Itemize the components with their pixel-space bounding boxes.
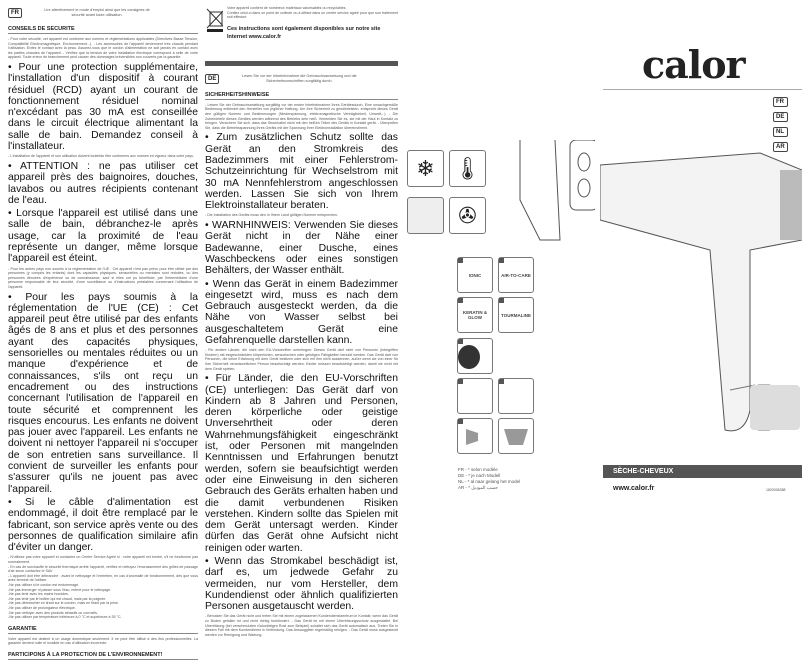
cover-panel [600, 0, 802, 567]
divider-bar [205, 61, 398, 66]
concentrator-image [498, 418, 534, 454]
fr-env-heading: PARTICIPONS À LA PROTECTION DE L'ENVIRONNEMENT! [8, 652, 198, 660]
website: www.calor.fr [613, 485, 655, 492]
thermometer-icon: 🌡 [449, 150, 486, 187]
feature-air-to-care: AIR-TO-CARE [498, 257, 534, 293]
web-note: Ces instructions sont également disponibles sur notre site Internet www.calor.fr [226, 25, 381, 40]
diffuser-image [457, 418, 493, 454]
model-notes: FR - * selon modèle DE - * je nach Modell NL - * al naar gelang het model AR - * حسب الموديل [458, 467, 521, 490]
reference-code: 1820006388 [766, 488, 786, 492]
fr-bathroom: • Lorsque l'appareil est utilisé dans une salle de bain, débranchez-le après usage, car la proximité de l'eau représente un danger, même lorsque l'appareil est éteint. [8, 208, 198, 265]
lang-badge-de: DE [205, 74, 219, 84]
de-intro: Lesen Sie vor der Inbetriebnahme die Gebrauchsanweisung und die Sicherheitsvorschriften sorgfältig durch. [242, 73, 357, 83]
env-text-1: Votre appareil contient de nombreux matériaux valorisables ou recyclables. [226, 6, 347, 10]
de-warning: • WARNHINWEIS: Verwenden Sie dieses Gerät nicht in der Nähe einer Badewanne, einer Dusche, eines Waschbeckens oder eines sonstigen Behälters, der Wasser enthält. [205, 220, 398, 277]
fr-note: - L'installation de l'appareil et son utilisation doivent toutefois être conformes aux normes en vigueur dans votre pays. [8, 154, 194, 159]
cold-shot-icon: ❄ [407, 150, 444, 187]
fr-intro: Lire attentivement le mode d'emploi ainsi que les consignes de sécurité avant toute utilisation. [44, 8, 150, 17]
feature-tourmaline: TOURMALINE [498, 297, 534, 333]
feature-ionic: IONIC [457, 257, 493, 293]
fr-column [8, 8, 198, 663]
concentrator-icon [407, 197, 444, 234]
de-eu: • Für Länder, die den EU-Vorschriften (CE) unterliegen: Das Gerät darf von Kindern ab 8 Jahren und Personen, deren körperliche oder geistige Unversehrtheit oder deren Wahrnehmungsfähigkeit eingeschränkt ist, oder Personen mit mangelnden Kenntnissen und Erfahrungen benutzt werden, sofern sie beaufsichtigt werden oder eine Einweisung in den sicheren Gebrauch des Geräts erhalten haben und die damit verbundenen Risiken verstehen. Kindern sollte das Spielen mit dem Gerät untersagt werden. Kinder dürfen das Gerät ohne Aufsicht nicht reinigen oder warten. [205, 373, 398, 554]
language-badges [773, 97, 788, 152]
fr-safety-notes: - Pour votre sécurité, cet appareil est conforme aux normes et réglementations applicables (Directives Basse Tension, Compatibilité Electromagnétique, Environnement...). - Les accessoires de l'appareil deviennent très chauds pendant l'utilisation. Evitez le contact avec la peau. Assurez-vous que le cordon d'alimentation ne soit jamais en contact avec les parties chaudes de l'appareil. - Vérifiez que la tension de votre installation électrique correspond à celle de votre appareil. Toute erreur de branchement peut causer des dommages irréversibles non couverts par la garantie. [8, 37, 198, 60]
feature-keratin-glow: KERATIN & GLOW [457, 297, 493, 333]
fan-icon: ✇ [449, 197, 486, 234]
illustration-panel [405, 0, 600, 567]
lang-de: DE [773, 112, 788, 122]
fr-list: - N'utilisez pas votre appareil et contactez un Centre Service Agréé si : votre appareil est tombé, s'il ne fonctionne pas normalement. - En cas de surchauffe le sécurité thermique arrête l'appareil, vérifiez et nettoyez l'encrassement des grilles de passage d'air sinon contactez le SAV. - L'appareil doit être débranché : avant le nettoyage et l'entretien, en cas d'anomalie de fonctionnement, dès que vous avez terminé de l'utiliser. -Ne pas utiliser si le cordon est endommagé. -Ne pas immerger ni passer sous l'eau, même pour le nettoyage. -Ne pas tenir avec les mains humides. -Ne pas tenir par le boîtier qui est chaud, mais par la poignée. -Ne pas débrancher en tirant sur le cordon, mais en tirant par la prise. -Ne pas utiliser de prolongateur électrique. -Ne pas nettoyer avec des produits abrasifs ou corrosifs. -Ne pas utiliser par température inférieure à 0 °C et supérieure à 35 °C. [8, 555, 198, 620]
weee-bin-icon [205, 6, 223, 32]
env-text-2: Confiez celui-ci dans un point de collecte ou à défaut dans un centre service agréé pour que son traitement soit effectué. [226, 10, 398, 20]
cover-divider [603, 89, 802, 90]
de-bathroom: • Wenn das Gerät in einem Badezimmer eingesetzt wird, muss es nach dem Gebrauch ausgesteckt werden, da die Nähe von Wasser selbst bei ausgeschaltetem Gerät eine Gefahrenquelle darstellen kann. [205, 278, 398, 346]
fr-warranty-heading: GARANTIE [8, 626, 198, 634]
de-non-eu: - Für andere Länder, die nicht den EU-Vorschriften unterliegen: Dieses Gerät darf nicht von Personen (inbegriffen Kindern) mit eingeschränkten körperlichen, sensorischen oder geistigen Fähigkeiten benutzt werden. Das Gerät darf von Personen, die keine Erfahrung mit dem Gerät besitzen oder sich mit ihm nicht auskennen, außer wenn sie von einer für ihre Sicherheit verantwortlichen Person beaufsichtigt werden. Kinder müssen beaufsichtigt werden, damit sie nicht mit dem Gerät spielen. [205, 348, 398, 371]
lang-ar: AR [773, 142, 788, 152]
fr-warranty-text: Votre appareil est destiné à un usage domestique seulement. Il ne peut être utilisé à des fins professionnelles. La garantie devient nulle et invalide en cas d'utilisation incorrecte. [8, 636, 198, 646]
de-cable: • Wenn das Stromkabel beschädigt ist, darf es, um jedwede Gefahr zu vermeiden, nur vom Hersteller, dem Kundendienst oder ähnlich qualifizierten Personen ausgetauscht werden. [205, 556, 398, 613]
fr-cable: • Si le câble d'alimentation est endommagé, il doit être remplacé par le fabricant, son service après vente ou des personnes de qualification similaire afin d'éviter un danger. [8, 496, 198, 554]
de-notes-end: - Benutzen Sie das Gerät nicht und treten Sie mit einem zugelassenen Kundendienstzentrum in Kontakt, wenn das Gerät zu Boden gefallen ist und nicht richtig funktioniert. - Das Gerät ist mit einem Überhitzungsschutz ausgestattet. Bei Überhitzung (bei verschmutzten rückwärtigen Rost zum Beispiel) schaltet sich das Gerät automatisch aus. Treten Sie in diesem Fall mit dem Kundendienst in Verbindung. Das Ansauggitter regelmäßig reinigen. - Das Gerät muss ausgesteckt werden vor Reinigung und Wartung. [205, 614, 398, 637]
grille-image [457, 338, 493, 374]
de-note: - Die Installation des Geräts muss den in Ihrem Land gültigen Normen entsprechen. [205, 213, 339, 218]
fr-safety-heading: CONSEILS DE SECURITE [8, 26, 198, 34]
lang-fr: FR [773, 97, 788, 107]
diffuser-accessory [750, 385, 800, 430]
fr-eu: • Pour les pays soumis à la réglementation de l'UE (CE) : Cet appareil peut être utilisé par des enfants âgés de 8 ans et plus et des personnes ayant des capacités physiques, sensorielles ou mentales réduites ou un manque d'expérience et de connaissances, s'ils ont reçu un encadrement ou des instructions concernant l'utilisation de l'appareil en toute sécurité et comprennent les risques encourus. Les enfants ne doivent pas jouer avec l'appareil. Les enfants ne doivent ni nettoyer l'appareil ni s'occuper de son entretien sans surveillance. Il convient de surveiller les enfants pour s'assurer qu'ils ne jouent pas avec l'appareil. [8, 291, 198, 495]
lang-badge-fr: FR [8, 8, 22, 18]
fr-attention: • ATTENTION : ne pas utiliser cet appareil près des baignoires, douches, lavabos ou autres récipients contenant de l'eau. [8, 160, 198, 206]
fr-rcd-paragraph: • Pour une protection supplémentaire, l'installation d'un dispositif à courant résiduel (RCD) ayant un courant de fonctionnement résiduel nominal n'excédant pas 30 mA est conseillée dans le circuit électrique alimentant la salle de bain. Demandez conseil à l'installateur. [8, 61, 198, 153]
step-heat-image [498, 378, 534, 414]
product-name-bar: SÈCHE-CHEVEUX [603, 465, 802, 478]
hair-dryer-handle-drawing [500, 140, 595, 250]
calor-logo: calor [642, 42, 745, 87]
lang-nl: NL [773, 127, 788, 137]
de-rcd-paragraph: • Zum zusätzlichen Schutz sollte das Gerät an den Stromkreis des Badezimmers mit einer Fehlerstrom-Schutzeinrichtung für Wechselstrom mit 30 mA Nennfehlerstrom angeschlossen werden. Lassen Sie sich von Ihrem Elektroinstallateur beraten. [205, 132, 398, 212]
fr-non-eu: - Pour les autres pays non soumis à la réglementation de l'UE : Cet appareil n'est pas prévu pour être utilisé par des personnes (y compris les enfants) dont les capacités physiques, sensorielles ou mentales sont réduites, ou des personnes dénuées d'expérience ou de connaissance, sauf si elles ont pu bénéficier, par l'intermédiaire d'une personne responsable de leur sécurité, d'une surveillance ou d'instructions préalables concernant l'utilisation de l'appareil. [8, 266, 198, 289]
de-safety-notes: - Leisen Sie der Gebrauchsanleitung sorgfältig vor der ersten Inbetriebnahme Ihres Gerätesdurch. Eine unsachgemäße Bedienung entbindet den Hersteller von jeglicher Haftung. Um Ihre Sicherheit zu gewährleisten, entspricht dieses Gerät den gültigen Normen und Bestimmungen (Niederspannung, elektromagnetische Verträglichkeit, Umwelt...). - Die Zubehörteile dieses Gerätes werden während des Betriebs sehr heiß. Vermeiden Sie es, sie mit der Haut in Kontakt zu bringen. Versichern Sie sich, dass das Stromkabel nicht mit den heißen Teilen des Geräts in Kontakt gerät. - Überprüfen Sie, dass die Betriebsspannung Ihres Geräts mit der Spannung Ihrer Elektroinstallation übereinstimmt. [205, 102, 398, 130]
de-safety-heading: SICHERHEITSHINWEISE [205, 92, 398, 100]
de-column [205, 6, 398, 637]
step-cold-image [457, 378, 493, 414]
